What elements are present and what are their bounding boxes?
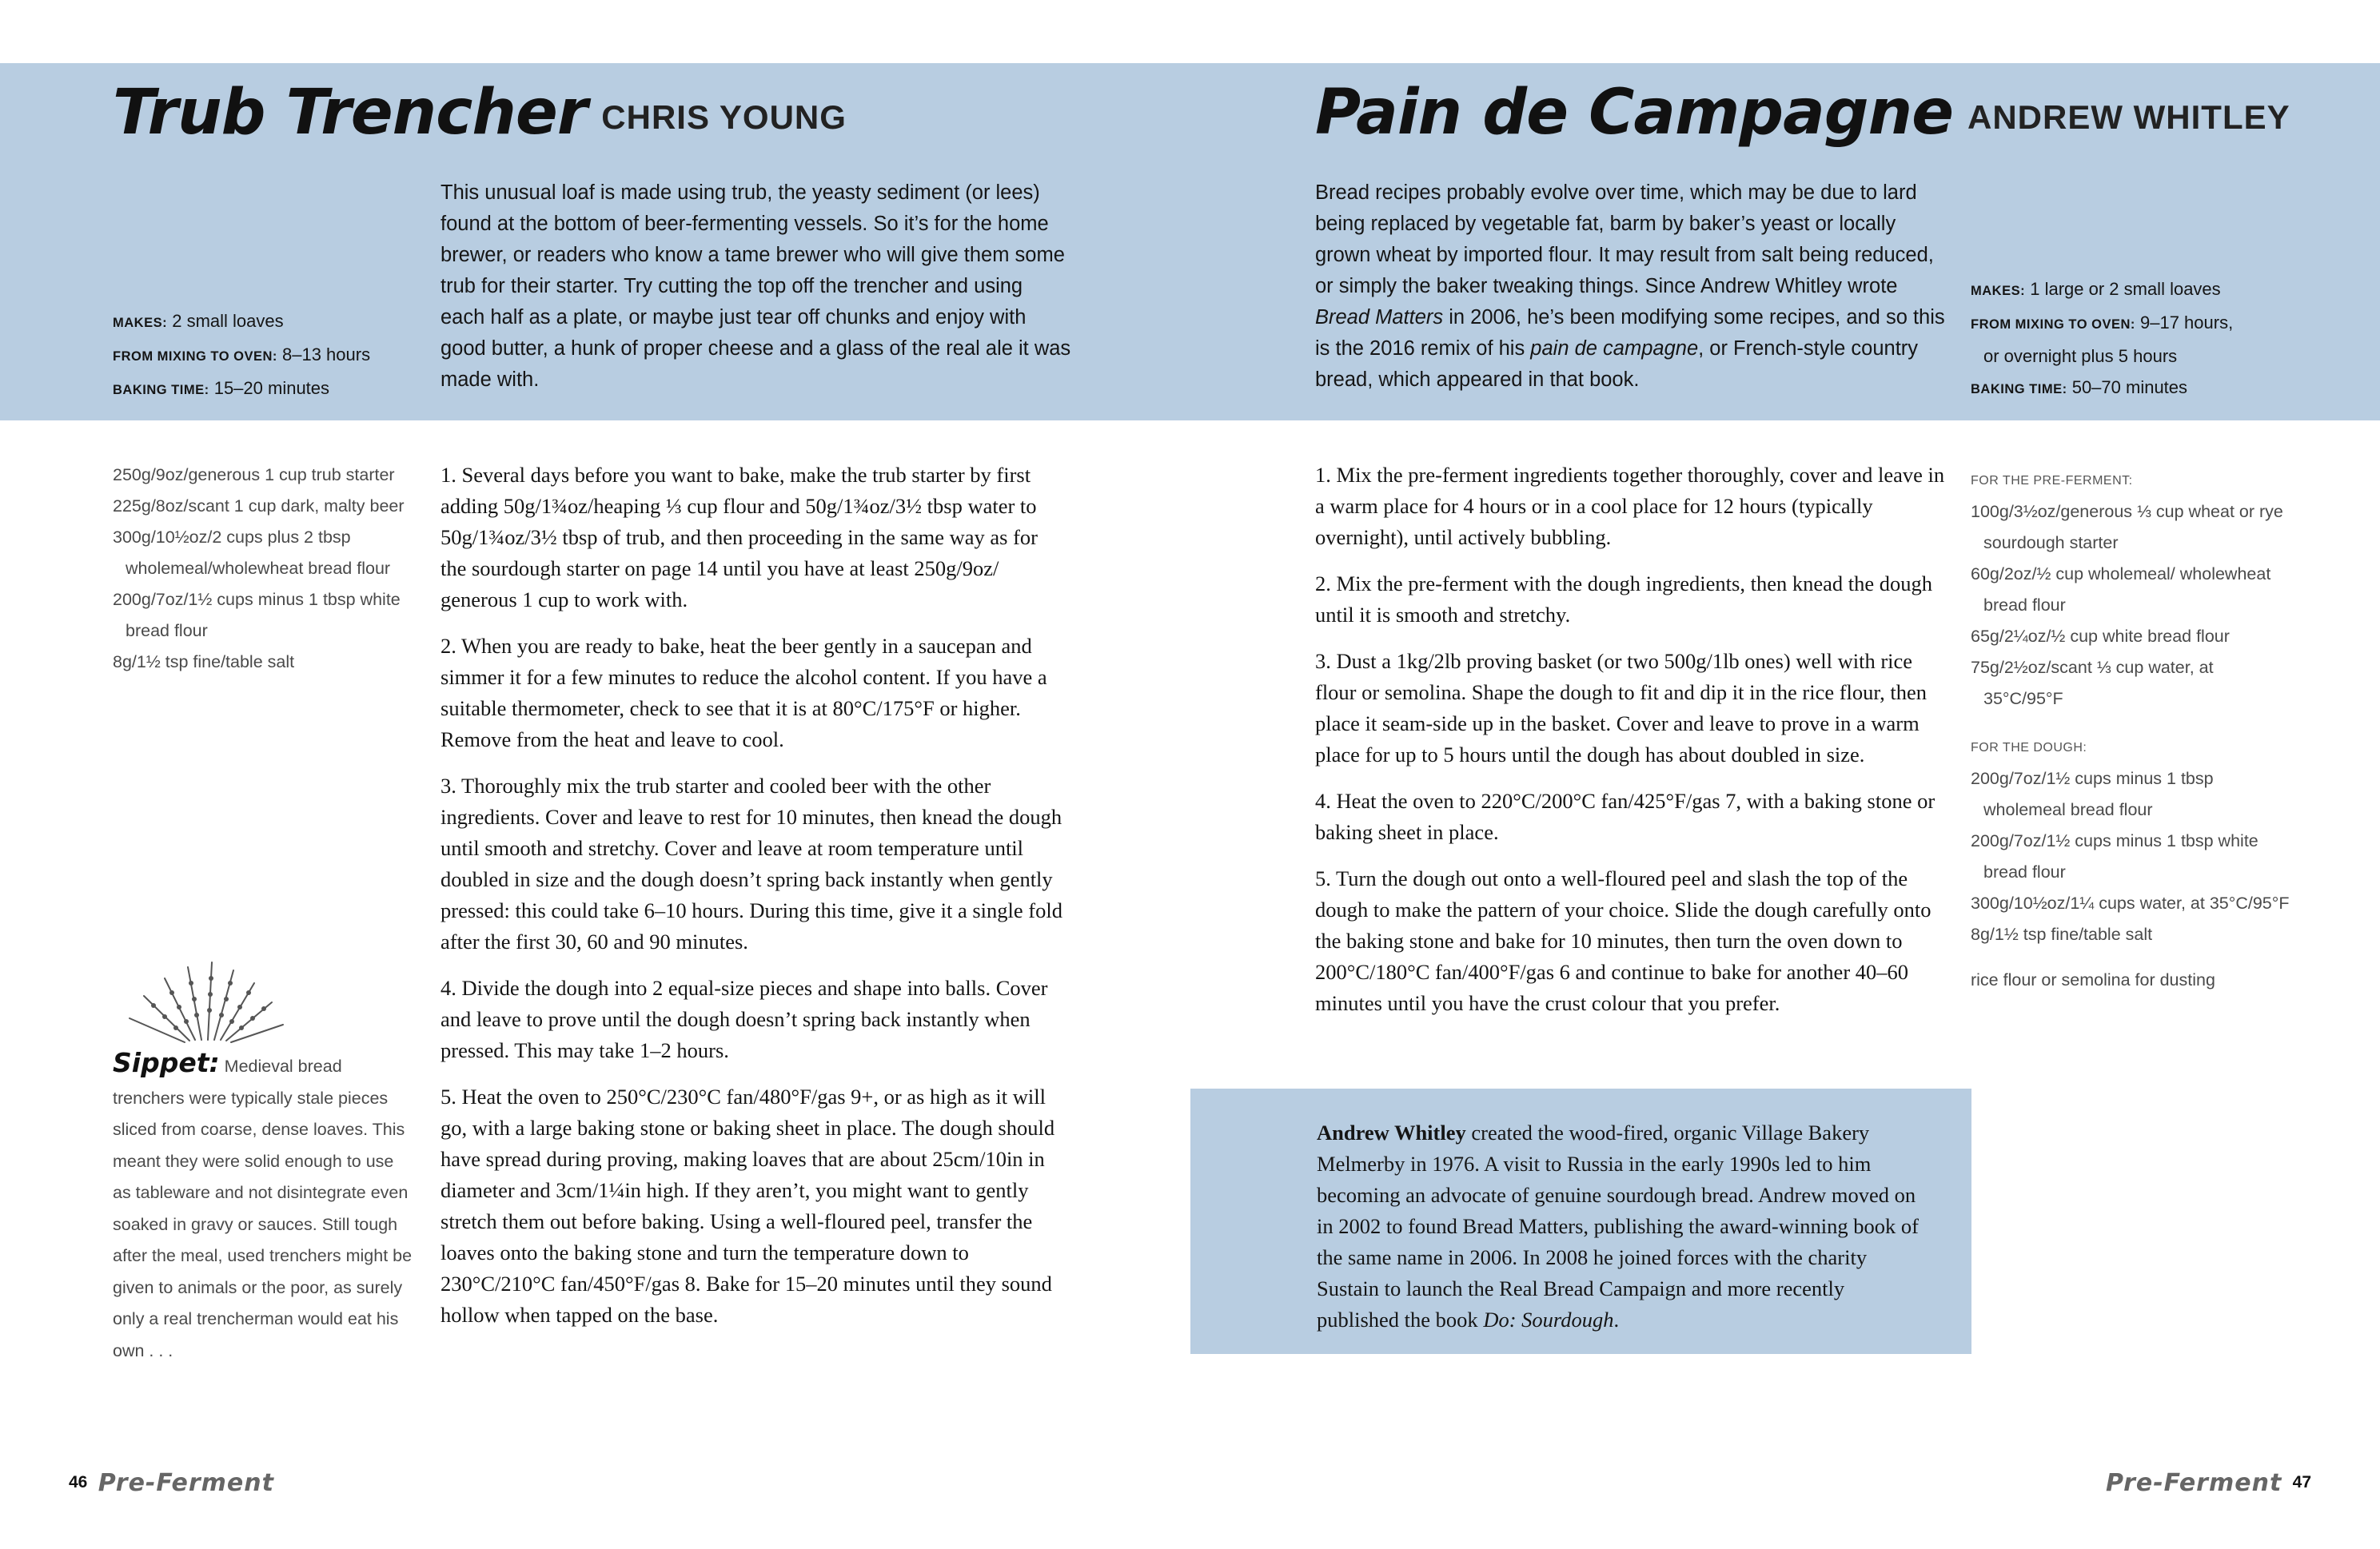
recipe-intro-left: This unusual loaf is made using trub, the yeasty sediment (or lees) found at the bottom of beer-fermenting vessels. So it’s for the home brewer, or readers who know a tame brewer who will give them some trub for their starter. Try cutting the top off the trencher and using each half as a plate, or maybe just tear off chunks and enjoy with good butter, a hunk of proper cheese and a glass of the real ale it was made with. xyxy=(441,181,1071,391)
method-steps-right xyxy=(1315,460,1947,1034)
section-name: Pre-Ferment xyxy=(98,1469,274,1497)
sippet-heading: Sippet: xyxy=(113,1047,220,1078)
author-bio-box: Andrew Whitley created the wood-fired, organic Village Bakery Melmerby in 1976. A visit to Russia in the early 1990s led to him becoming an advocate of genuine sourdough bread. Andrew moved on in 2002 to found Bread Matters, publishing the award-winning book of the same name in 2006. In 2008 he joined forces with the charity Sustain to launch the Real Bread Campaign and more recently published the book Do: Sourdough. xyxy=(1190,1089,1971,1354)
recipe-title-right xyxy=(1315,77,2290,149)
method-step: 4. Heat the oven to 220°C/200°C fan/425°F/gas 7, with a baking stone or baking sheet in place. xyxy=(1315,789,1935,844)
method-step: 5. Heat the oven to 250°C/230°C fan/480°F/gas 9+, or as high as it will go, with a large baking stone or baking sheet in place. The dough should have spread during proving, making loaves that are about 25cm/10in in diameter and 3cm/1¼in high. If they aren’t, you might want to gently stretch them out before baking. Using a well-floured peel, transfer the loaves onto the baking stone and turn the temperature down to 230°C/210°C fan/450°F/gas 8. Bake for 15–20 minutes until they sound hollow when tapped on the base. xyxy=(441,1085,1055,1327)
ingredient-item: 100g/3½oz/generous ⅓ cup wheat or rye sourdough starter xyxy=(1971,502,2283,552)
mixing-row: FROM MIXING TO OVEN: 8–13 hours xyxy=(113,344,371,364)
recipe-author: CHRIS YOUNG xyxy=(601,98,847,136)
page-number: 46 xyxy=(69,1473,88,1491)
bio-book: Do: Sourdough xyxy=(1483,1308,1614,1332)
ingredient-item: 75g/2½oz/scant ⅓ cup water, at 35°C/95°F xyxy=(1971,658,2214,708)
folio-right xyxy=(2106,1469,2311,1497)
wheat-burst-icon xyxy=(112,956,304,1044)
ingredient-item: 225g/8oz/scant 1 cup dark, malty beer xyxy=(113,496,405,516)
sippet-text: Medieval bread trenchers were typically stale pieces sliced from coarse, dense loaves. This meant they were solid enough to use as tableware and not disintegrate even soaked in gravy or sauces. Still tough after the meal, used trenchers might be given to animals or the poor, as surely only a real trencherman would eat his own . . . xyxy=(113,1057,413,1360)
page-number: 47 xyxy=(2292,1473,2311,1491)
ingredient-list-left xyxy=(113,460,417,678)
ingredient-item: 200g/7oz/1½ cups minus 1 tbsp wholemeal bread flour xyxy=(1971,769,2214,819)
ingredient-item: 200g/7oz/1½ cups minus 1 tbsp white bread flour xyxy=(113,590,401,640)
ingredient-item: 60g/2oz/½ cup wholemeal/ wholewheat bread flour xyxy=(1971,564,2271,615)
ingredient-list-right xyxy=(1971,462,2290,996)
preferment-label: FOR THE PRE-FERMENT: xyxy=(1971,474,2133,488)
ingredient-item: rice flour or semolina for dusting xyxy=(1971,970,2215,990)
ingredient-item: 8g/1½ tsp fine/table salt xyxy=(113,652,295,671)
ingredient-item: 300g/10½oz/2 cups plus 2 tbsp wholemeal/wholewheat bread flour xyxy=(113,528,391,578)
ingredient-item: 200g/7oz/1½ cups minus 1 tbsp white bread flour xyxy=(1971,831,2258,882)
recipe-intro-right: Bread recipes probably evolve over time, which may be due to lard being replaced by vegetable fat, barm by baker’s yeast or locally grown wheat by imported flour. It may result from salt being reduced, or simply the baker tweaking things. Since Andrew Whitley wrote Bread Matters in 2006, he’s been modifying some recipes, and so this is the 2016 remix of his pain de campagne, or French-style country bread, which appeared in that book. xyxy=(1315,181,1945,391)
baking-row: BAKING TIME: 15–20 minutes xyxy=(113,378,330,398)
recipe-title-left xyxy=(113,77,847,149)
sippet-note xyxy=(113,1047,413,1367)
method-step: 5. Turn the dough out onto a well-floured peel and slash the top of the dough to make the pattern of your choice. Slide the dough carefully onto the baking stone and bake for 10 minutes, then turn the oven down to 200°C/180°C fan/400°F/gas 6 and continue to bake for another 40–60 minutes until you have the crust colour that you prefer. xyxy=(1315,866,1932,1015)
recipe-name: Pain de Campagne xyxy=(1315,77,1954,149)
dough-label: FOR THE DOUGH: xyxy=(1971,741,2087,755)
method-steps-left xyxy=(441,460,1064,1346)
ingredient-item: 250g/9oz/generous 1 cup trub starter xyxy=(113,465,395,484)
folio-left xyxy=(69,1469,274,1497)
baking-row: BAKING TIME: 50–70 minutes xyxy=(1971,377,2188,397)
recipe-author: ANDREW WHITLEY xyxy=(1967,98,2290,136)
recipe-meta-right xyxy=(1971,273,2233,405)
mixing-row: FROM MIXING TO OVEN: 9–17 hours, xyxy=(1971,313,2234,332)
makes-row: MAKES: 2 small loaves xyxy=(113,311,284,331)
bio-text: created the wood-fired, organic Village Bakery Melmerby in 1976. A visit to Russia in the early 1990s led to him becoming an advocate of genuine sourdough bread. Andrew moved on in 2002 to found Bread Matters, publishing the award-winning book of the same name in 2006. In 2008 he joined forces with the charity Sustain to launch the Real Bread Campaign and more recently published the book xyxy=(1317,1121,1919,1332)
method-step: 3. Thoroughly mix the trub starter and cooled beer with the other ingredients. Cover and leave to rest for 10 minutes, then knead the dough until smooth and stretchy. Cover and leave at room temperature until doubled in size and the dough doesn’t spring back instantly when gently pressed: this could take 6–10 hours. During this time, give it a single fold after the first 30, 60 and 90 minutes. xyxy=(441,774,1062,954)
method-step: 4. Divide the dough into 2 equal-size pieces and shape into balls. Cover and leave to prove until the dough doesn’t spring back instantly when pressed. This may take 1–2 hours. xyxy=(441,976,1048,1062)
method-step: 2. When you are ready to bake, heat the beer gently in a saucepan and simmer it for a few minutes to reduce the alcohol content. If you have a suitable thermometer, check to see that it is at 80°C/175°F or higher. Remove from the heat and leave to cool. xyxy=(441,634,1047,751)
mixing-row-continued: or overnight plus 5 hours xyxy=(1983,346,2178,366)
method-step: 2. Mix the pre-ferment with the dough ingredients, then knead the dough until it is smooth and stretchy. xyxy=(1315,571,1932,627)
recipe-meta-left xyxy=(113,305,370,406)
makes-row: MAKES: 1 large or 2 small loaves xyxy=(1971,279,2221,299)
recipe-name: Trub Trencher xyxy=(113,77,588,149)
method-step: 3. Dust a 1kg/2lb proving basket (or two 500g/1lb ones) well with rice flour or semolina. Shape the dough to fit and dip it in the rice flour, then place it seam-side up in the basket. Cover and leave to prove in a warm place for up to 5 hours until the dough has about doubled in size. xyxy=(1315,649,1928,767)
ingredient-item: 8g/1½ tsp fine/table salt xyxy=(1971,925,2153,944)
ingredient-item: 300g/10½oz/1¼ cups water, at 35°C/95°F xyxy=(1971,894,2290,913)
section-name: Pre-Ferment xyxy=(2106,1469,2282,1497)
method-step: 1. Several days before you want to bake, make the trub starter by first adding 50g/1¾oz/heaping ⅓ cup flour and 50g/1¾oz/3½ tbsp water to 50g/1¾oz/3½ tbsp of trub, and then proceeding in the same way as for the sourdough starter on page 14 until you have at least 250g/9oz/ generous 1 cup to work with. xyxy=(441,463,1038,611)
method-step: 1. Mix the pre-ferment ingredients together thoroughly, cover and leave in a warm place for 4 hours or in a cool place for 12 hours (typically overnight), until actively bubbling. xyxy=(1315,463,1945,549)
ingredient-item: 65g/2¼oz/½ cup white bread flour xyxy=(1971,627,2230,646)
bio-name: Andrew Whitley xyxy=(1317,1121,1466,1145)
